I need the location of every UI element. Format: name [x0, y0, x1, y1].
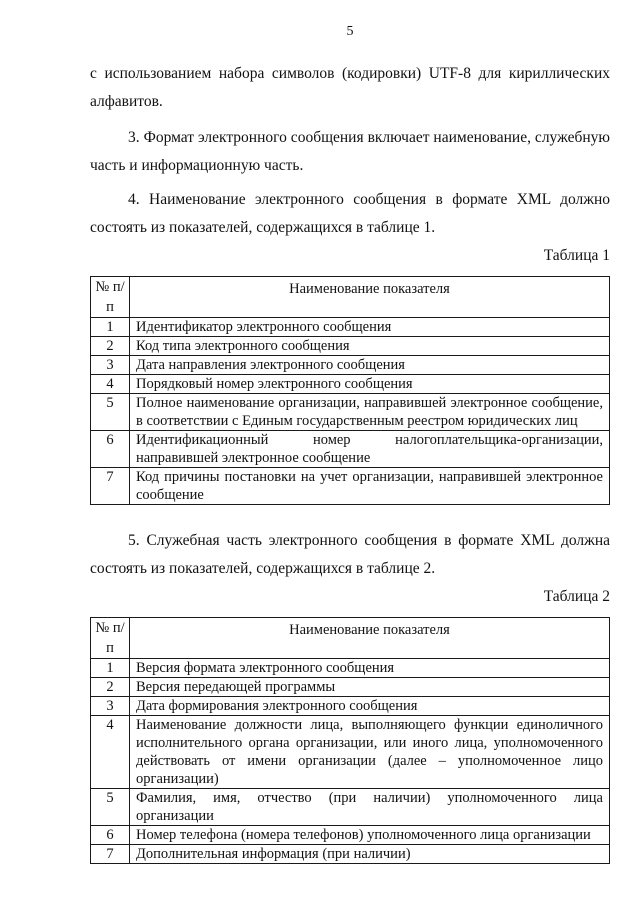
row-indicator-name: Дополнительная информация (при наличии) [130, 845, 610, 864]
row-indicator-name: Дата формирования электронного сообщения [130, 697, 610, 716]
table-row [91, 318, 610, 337]
row-indicator-name: Порядковый номер электронного сообщения [130, 375, 610, 394]
table-row [91, 468, 610, 505]
row-number: 6 [91, 826, 130, 845]
table-row [91, 716, 610, 789]
table-row [91, 678, 610, 697]
header-number: № п/п [91, 618, 130, 659]
paragraph-item-3: 3. Формат электронного сообщения включает наименование, служебную часть и информационную часть. [90, 129, 610, 174]
table-1 [90, 276, 610, 505]
row-number: 5 [91, 789, 130, 826]
table-header-row [91, 618, 610, 659]
table-1-caption: Таблица 1 [543, 247, 610, 264]
table-row [91, 394, 610, 431]
table-row [91, 356, 610, 375]
row-number: 4 [91, 716, 130, 789]
table-row [91, 659, 610, 678]
row-indicator-name: Номер телефона (номера телефонов) уполномоченного лица организации [130, 826, 610, 845]
row-number: 6 [91, 431, 130, 468]
row-indicator-name: Дата направления электронного сообщения [130, 356, 610, 375]
table-row [91, 789, 610, 826]
row-indicator-name: Наименование должности лица, выполняющего функции единоличного исполнительного органа организации, или иного лица, уполномоченного действовать от имени организации (далее – уполномоченное лицо организации) [130, 716, 610, 789]
header-number: № п/п [91, 277, 130, 318]
row-indicator-name: Идентификационный номер налогоплательщика-организации, направившей электронное сообщение [130, 431, 610, 468]
row-indicator-name: Версия передающей программы [130, 678, 610, 697]
row-number: 7 [91, 468, 130, 505]
row-number: 2 [91, 337, 130, 356]
row-number: 7 [91, 845, 130, 864]
row-number: 1 [91, 659, 130, 678]
row-indicator-name: Версия формата электронного сообщения [130, 659, 610, 678]
page-number: 5 [346, 24, 354, 39]
row-indicator-name: Код типа электронного сообщения [130, 337, 610, 356]
row-number: 3 [91, 356, 130, 375]
table-2 [90, 617, 610, 864]
row-number: 1 [91, 318, 130, 337]
table-row [91, 845, 610, 864]
row-indicator-name: Полное наименование организации, направившей электронное сообщение, в соответствии с Единым государственным реестром юридических лиц [130, 394, 610, 431]
table-row [91, 697, 610, 716]
table-row [91, 337, 610, 356]
table-header-row [91, 277, 610, 318]
paragraph-encoding: с использованием набора символов (кодировки) UTF-8 для кириллических алфавитов. [90, 65, 610, 110]
row-indicator-name: Идентификатор электронного сообщения [130, 318, 610, 337]
header-indicator-name: Наименование показателя [130, 277, 610, 318]
row-number: 5 [91, 394, 130, 431]
table-row [91, 826, 610, 845]
row-number: 3 [91, 697, 130, 716]
row-indicator-name: Код причины постановки на учет организации, направившей электронное сообщение [130, 468, 610, 505]
table-2-caption: Таблица 2 [543, 588, 610, 605]
paragraph-item-4: 4. Наименование электронного сообщения в формате XML должно состоять из показателей, содержащихся в таблице 1. [90, 191, 610, 236]
row-number: 2 [91, 678, 130, 697]
table-row [91, 375, 610, 394]
row-indicator-name: Фамилия, имя, отчество (при наличии) уполномоченного лица организации [130, 789, 610, 826]
table-row [91, 431, 610, 468]
paragraph-item-5: 5. Служебная часть электронного сообщения в формате XML должна состоять из показателей, содержащихся в таблице 2. [90, 532, 610, 577]
header-indicator-name: Наименование показателя [130, 618, 610, 659]
row-number: 4 [91, 375, 130, 394]
